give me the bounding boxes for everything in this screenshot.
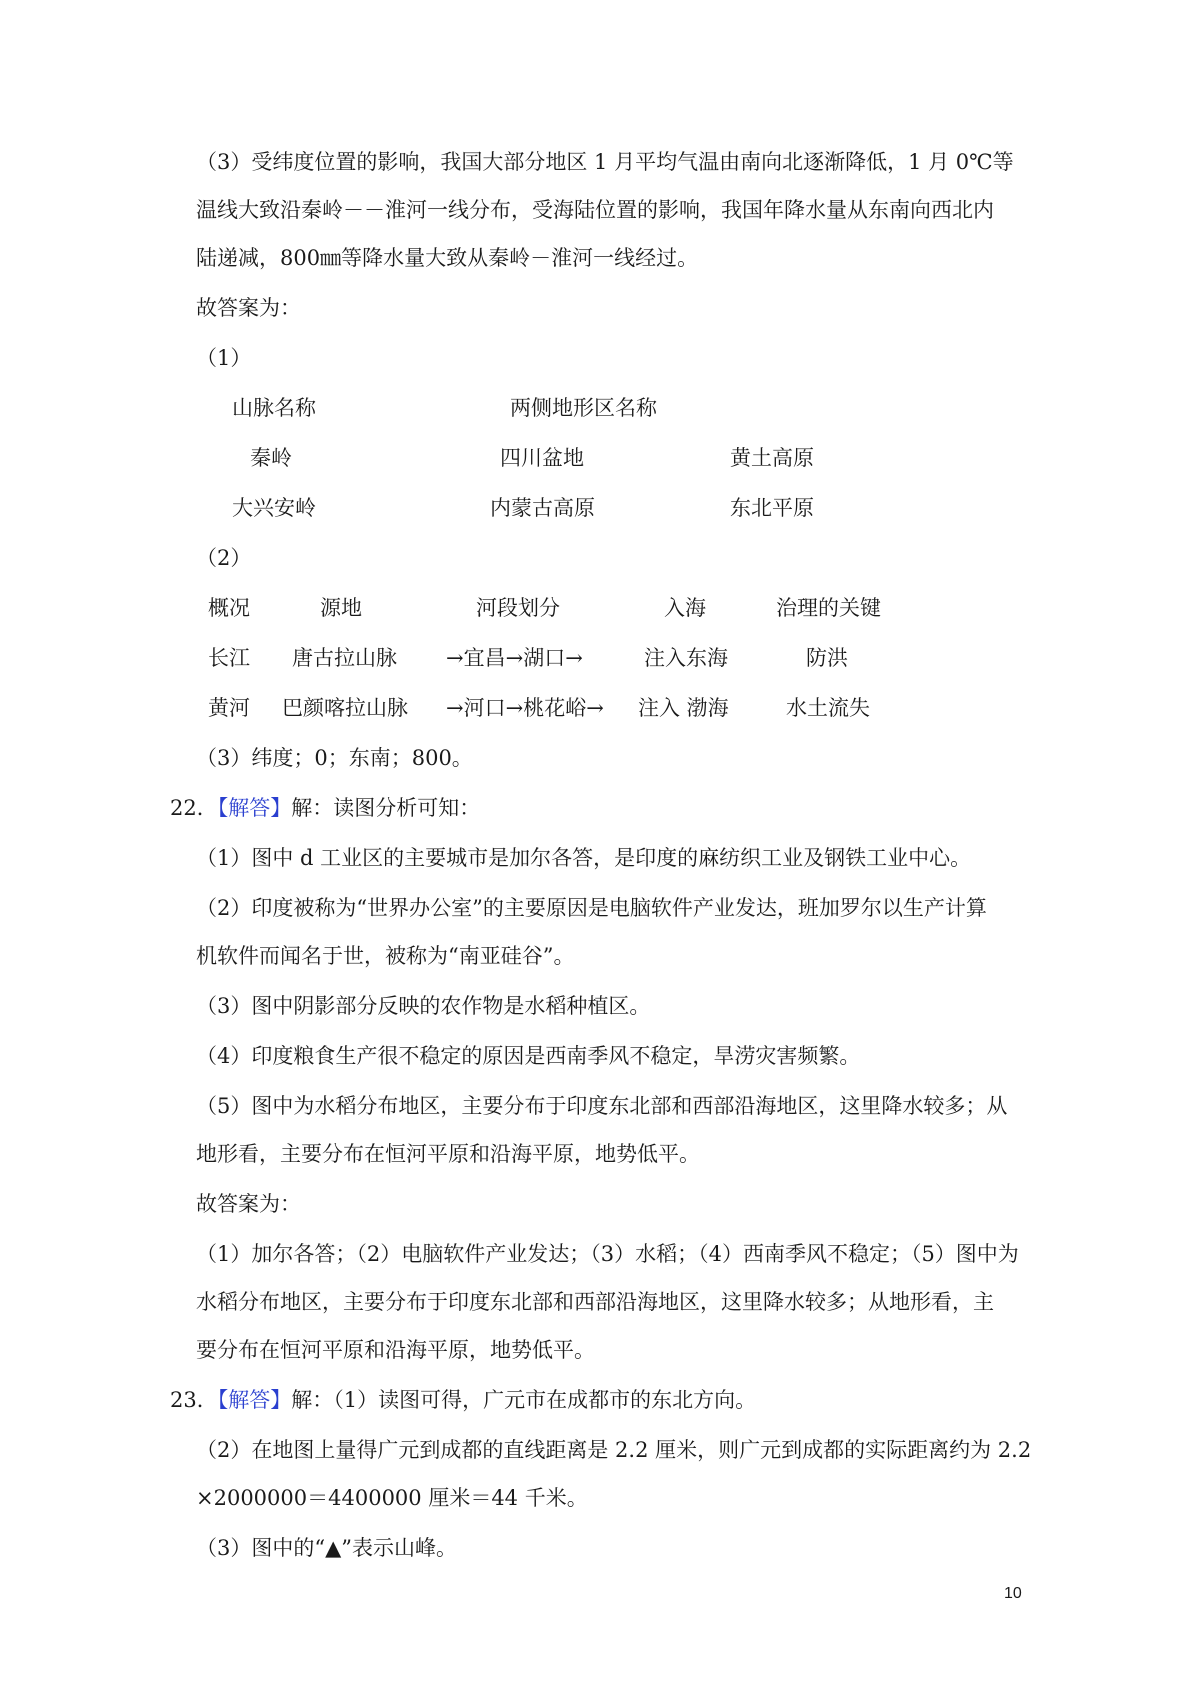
table2-header: 源地 bbox=[320, 596, 362, 620]
answer-intro: 故答案为： bbox=[196, 296, 301, 320]
table1-cell: 黄土高原 bbox=[730, 446, 814, 470]
q21-final-3: （3）纬度；0；东南；800。 bbox=[196, 746, 473, 770]
table2-header: 治理的关键 bbox=[776, 596, 881, 620]
question-number: 23． bbox=[170, 1388, 218, 1412]
table2-label: （2） bbox=[196, 546, 252, 570]
q22-line: （1）图中 d 工业区的主要城市是加尔各答，是印度的麻纺织工业及钢铁工业中心。 bbox=[196, 846, 972, 870]
q22-line: 机软件而闻名于世，被称为“南亚硅谷”。 bbox=[196, 944, 575, 968]
table2-cell: 水土流失 bbox=[786, 696, 870, 720]
q23-line: ×2000000＝4400000 厘米＝44 千米。 bbox=[196, 1486, 588, 1510]
table1-cell: 东北平原 bbox=[730, 496, 814, 520]
answer-tag: 【解答】 bbox=[217, 796, 292, 820]
table2-cell: →宜昌→湖口→ bbox=[446, 646, 583, 670]
table2-cell: 黄河 bbox=[208, 696, 250, 720]
table1-cell: 内蒙古高原 bbox=[490, 496, 595, 520]
q22-line: 故答案为： bbox=[196, 1192, 301, 1216]
q21-p3-line-1: （3）受纬度位置的影响，我国大部分地区 1 月平均气温由南向北逐渐降低，1 月 0℃等 bbox=[196, 150, 1014, 174]
table2-header: 河段划分 bbox=[476, 596, 560, 620]
table2-cell: 注入东海 bbox=[644, 646, 728, 670]
q22-line: （5）图中为水稻分布地区，主要分布于印度东北部和西部沿海地区，这里降水较多；从 bbox=[196, 1094, 1008, 1118]
table2-cell: 长江 bbox=[208, 646, 250, 670]
table1-header: 山脉名称 bbox=[232, 396, 316, 420]
table2-cell: 注入 渤海 bbox=[638, 696, 729, 720]
table1-cell: 大兴安岭 bbox=[232, 496, 316, 520]
table2-cell: 巴颜喀拉山脉 bbox=[282, 696, 408, 720]
table1-label: （1） bbox=[196, 346, 252, 370]
q22-line: （2）印度被称为“世界办公室”的主要原因是电脑软件产业发达，班加罗尔以生产计算 bbox=[196, 896, 987, 920]
q22-lead: 解：读图分析可知： bbox=[291, 796, 481, 820]
q23-heading bbox=[170, 1386, 756, 1414]
table2-cell: 唐古拉山脉 bbox=[292, 646, 397, 670]
q23-line: （3）图中的“▲”表示山峰。 bbox=[196, 1536, 457, 1560]
page-number: 10 bbox=[1004, 1585, 1022, 1602]
table2-header: 概况 bbox=[208, 596, 250, 620]
q22-line: 水稻分布地区，主要分布于印度东北部和西部沿海地区，这里降水较多；从地形看，主 bbox=[196, 1290, 994, 1314]
answer-tag: 【解答】 bbox=[217, 1388, 292, 1412]
table2-header: 入海 bbox=[664, 596, 706, 620]
q22-line: （1）加尔各答；（2）电脑软件产业发达；（3）水稻；（4）西南季风不稳定；（5）图中为 bbox=[196, 1242, 1019, 1266]
table1-cell: 四川盆地 bbox=[500, 446, 584, 470]
q23-lead: 解：（1）读图可得，广元市在成都市的东北方向。 bbox=[291, 1388, 757, 1412]
question-number: 22． bbox=[170, 796, 218, 820]
q22-line: 地形看，主要分布在恒河平原和沿海平原，地势低平。 bbox=[196, 1142, 700, 1166]
table1-cell: 秦岭 bbox=[250, 446, 292, 470]
table2-cell: 防洪 bbox=[806, 646, 848, 670]
q23-line: （2）在地图上量得广元到成都的直线距离是 2.2 厘米，则广元到成都的实际距离约为 2.2 bbox=[196, 1438, 1032, 1462]
q22-line: 要分布在恒河平原和沿海平原，地势低平。 bbox=[196, 1338, 595, 1362]
q21-p3-line-2: 温线大致沿秦岭－－淮河一线分布，受海陆位置的影响，我国年降水量从东南向西北内 bbox=[196, 198, 994, 222]
table2-cell: →河口→桃花峪→ bbox=[446, 696, 604, 720]
q22-line: （3）图中阴影部分反映的农作物是水稻种植区。 bbox=[196, 994, 651, 1018]
q22-line: （4）印度粮食生产很不稳定的原因是西南季风不稳定，旱涝灾害频繁。 bbox=[196, 1044, 861, 1068]
table1-header: 两侧地形区名称 bbox=[510, 396, 657, 420]
q22-heading bbox=[170, 794, 480, 822]
q21-p3-line-3: 陆递减，800㎜等降水量大致从秦岭－淮河一线经过。 bbox=[196, 246, 699, 270]
